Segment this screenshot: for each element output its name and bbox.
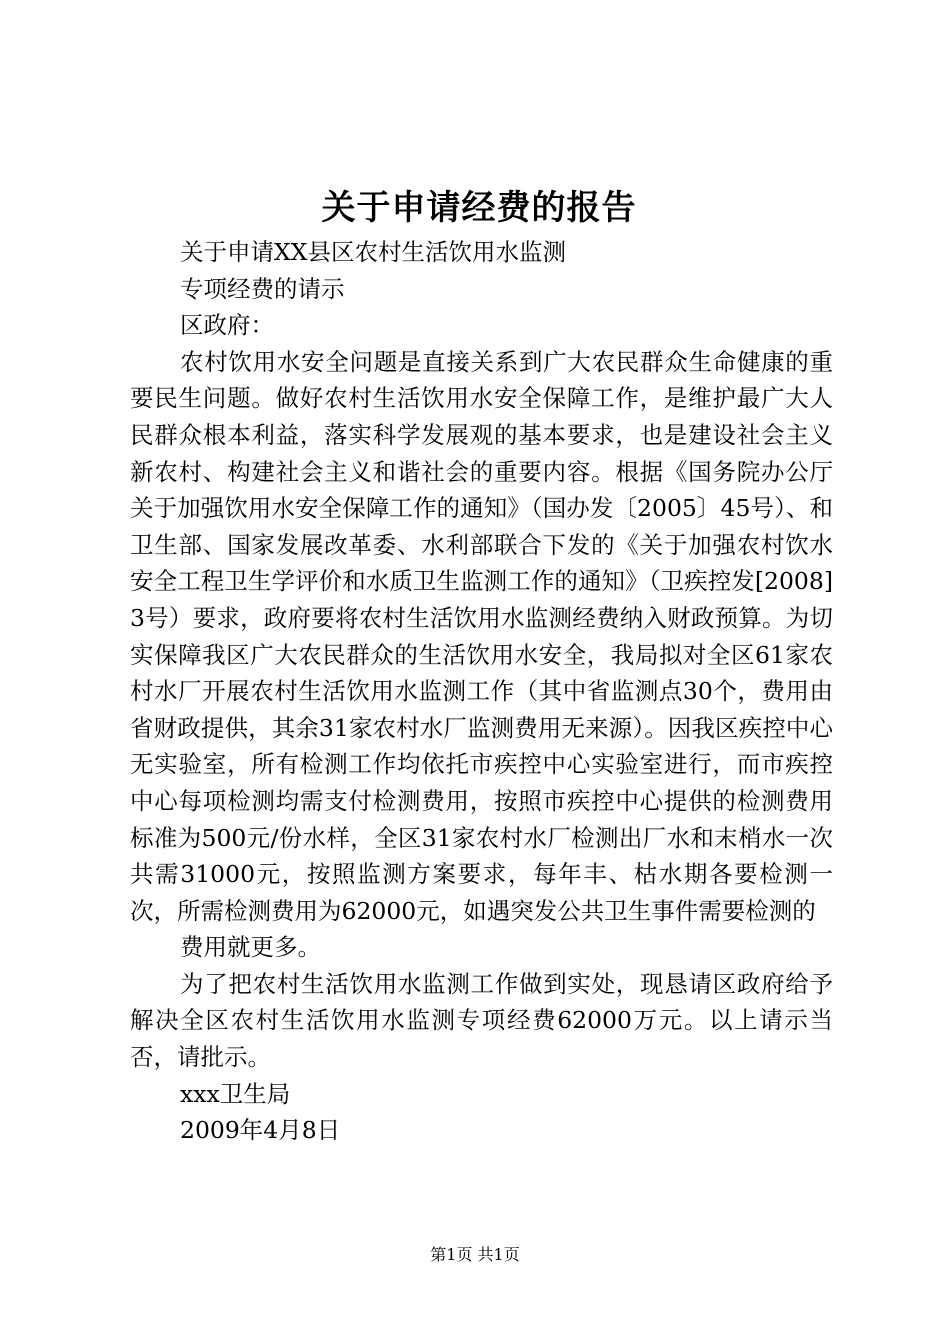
main-paragraph: 农村饮用水安全问题是直接关系到广大农民群众生命健康的重要民生问题。做好农村生活饮用水安全保障工作，是维护最广大人民群众根本利益，落实科学发展观的基本要求，也是建设社会主义新农村、构建社会主义和谐社会的重要内容。根据《国务院办公厅关于加强饮用水安全保障工作的通知》（国办发〔2005〕45号）、和卫生部、国家发展改革委、水利部联合下发的《关于加强农村饮水安全工程卫生学评价和水质卫生监测工作的通知》（卫疾控发[2008]3号）要求，政府要将农村生活饮用水监测经费纳入财政预算。为切实保障我区广大农民群众的生活饮用水安全，我局拟对全区61家农村水厂开展农村生活饮用水监测工作（其中省监测点30个，费用由省财政提供，其余31家农村水厂监测费用无来源）。因我区疾控中心无实验室，所有检测工作均依托市疾控中心实验室进行，而市疾控中心每项检测均需支付检测费用，按照市疾控中心提供的检测费用标准为500元/份水样，全区31家农村水厂检测出厂水和末梢水一次共需31000元，按照监测方案要求，每年丰、枯水期各要检测一次，所需检测费用为62000元，如遇突发公共卫生事件需要检测的 xyxy=(130,347,833,925)
page-number-footer: 第1页 共1页 xyxy=(430,1245,520,1264)
main-paragraph-continued: 费用就更多。 xyxy=(180,933,321,962)
addressee: 区政府： xyxy=(180,311,274,340)
signature-date: 2009年4月8日 xyxy=(180,1116,341,1145)
request-paragraph: 为了把农村生活饮用水监测工作做到实处，现恳请区政府给予解决全区农村生活饮用水监测专项经费62000万元。以上请示当否，请批示。 xyxy=(130,969,833,1072)
document-title: 关于申请经费的报告 xyxy=(321,188,637,228)
document-body xyxy=(130,234,833,1149)
signature-organization: xxx卫生局 xyxy=(180,1079,291,1108)
subject-line-1: 关于申请XX县区农村生活饮用水监测 xyxy=(180,238,566,266)
subject-line-2: 专项经费的请示 xyxy=(180,274,345,303)
